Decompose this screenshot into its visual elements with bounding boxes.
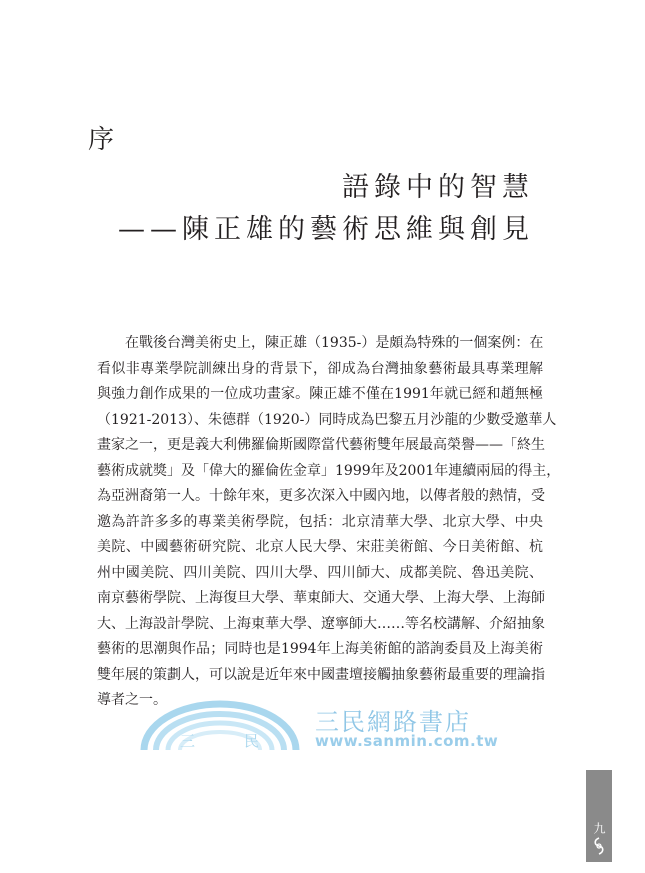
body-line: 在戰後台灣美術史上，陳正雄（1935-）是頗為特殊的一個案例：在 <box>125 335 544 351</box>
watermark-char-left: 三 <box>180 732 196 750</box>
body-line: 雙年展的策劃人，可以說是近年來中國畫壇接觸抽象藝術最重要的理論指 <box>97 666 545 683</box>
title-subtitle: ——陳正雄的藝術思維與創見 <box>118 214 534 245</box>
body-line: 南京藝術學院、上海復旦大學、華東師大、交通大學、上海大學、上海師 <box>97 590 545 606</box>
body-line: 邀為許許多多的專業美術學院，包括：北京清華大學、北京大學、中央 <box>97 513 543 530</box>
title-main: 語錄中的智慧 <box>342 172 534 203</box>
body-line: 藝術成就獎」及「偉大的羅倫佐金章」1999年及2001年連續兩屆的得主， <box>97 462 561 479</box>
body-line: 與強力創作成果的一位成功畫家。陳正雄不僅在1991年就已經和趙無極 <box>97 386 543 402</box>
page-number-tab <box>586 770 612 862</box>
body-paragraph <box>97 331 561 714</box>
swirl-ornament-icon <box>592 836 606 856</box>
body-line: 美院、中國藝術研究院、北京人民大學、宋莊美術館、今日美術館、杭 <box>97 539 543 555</box>
body-line: 看似非專業學院訓練出身的背景下，卻成為台灣抽象藝術最具專業理解 <box>97 360 543 377</box>
body-line: （1921-2013）、朱德群（1920-）同時成為巴黎五月沙龍的少數受邀華人 <box>97 411 557 428</box>
body-line: 州中國美院、四川美院、四川大學、四川師大、成都美院、魯迅美院、 <box>97 564 543 581</box>
body-line: 藝術的思潮與作品；同時也是1994年上海美術館的諮詢委員及上海美術 <box>97 641 543 657</box>
section-label: 序 <box>88 125 115 155</box>
body-line: 畫家之一，更是義大利佛羅倫斯國際當代藝術雙年展最高榮譽——「終生 <box>97 437 545 453</box>
body-line: 大、上海設計學院、上海東華大學、遼寧師大……等名校講解、介紹抽象 <box>97 615 545 632</box>
watermark-store-name: 三民網路書店 <box>315 708 471 736</box>
watermark-char-right: 民 <box>244 732 260 750</box>
watermark-url: www.sanmin.com.tw <box>315 732 499 750</box>
body-line: 為亞洲裔第一人。十餘年來，更多次深入中國內地，以傳者般的熱情，受 <box>97 488 545 504</box>
body-line: 導者之一。 <box>97 692 167 708</box>
page-number: 九 <box>592 822 606 834</box>
